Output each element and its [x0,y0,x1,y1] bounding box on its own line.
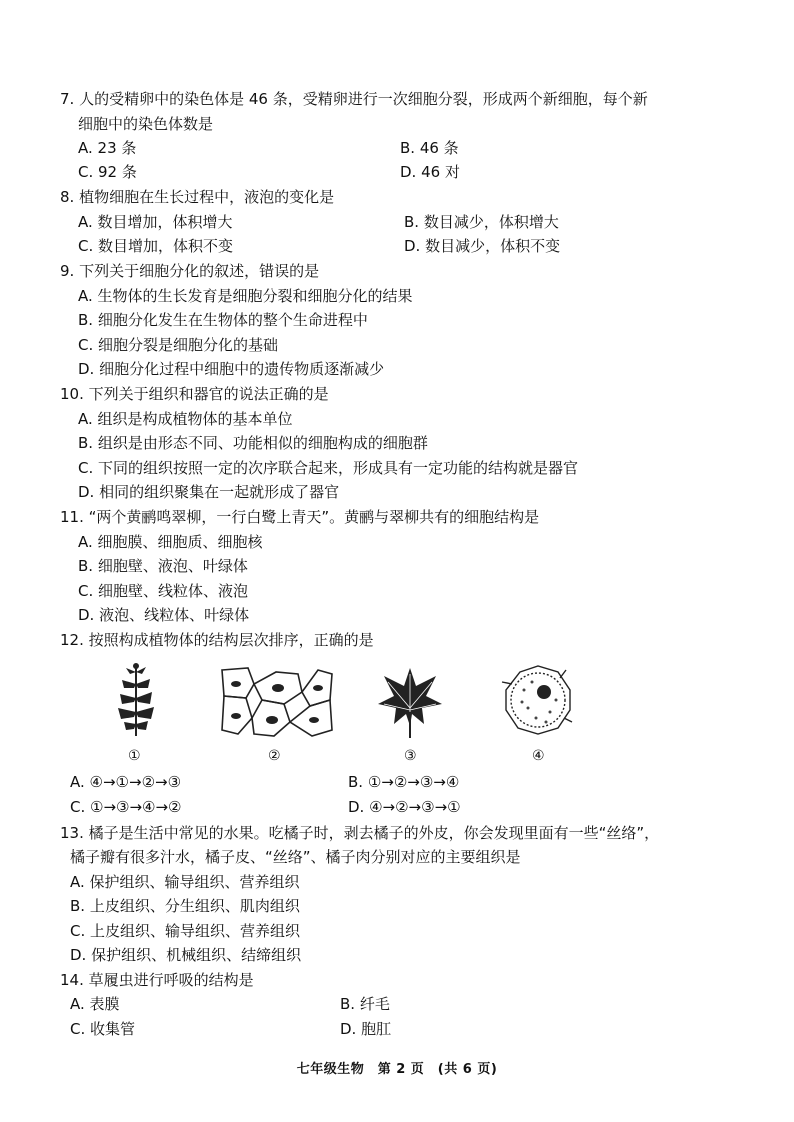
q9-option-c: C. 细胞分裂是细胞分化的基础 [78,336,279,354]
q7-option-d: D. 46 对 [400,163,460,181]
q8-option-b: B. 数目减少，体积增大 [404,213,559,231]
q7-option-c: C. 92 条 [78,163,137,181]
q14-option-c: C. 收集管 [70,1020,136,1038]
q14-option-a: A. 表膜 [70,995,120,1013]
q12-option-b: B. ①→②→③→④ [348,773,460,791]
q8-option-d: D. 数目减少，体积不变 [404,237,561,255]
figure-label-1: ① [128,748,141,764]
q10-option-d: D. 相同的组织聚集在一起就形成了器官 [78,483,340,501]
q7-stem-line2: 细胞中的染色体数是 [78,115,214,133]
q13-option-b: B. 上皮组织、分生组织、肌肉组织 [70,897,300,915]
figure-label-3: ③ [404,748,417,764]
plant-figure [112,662,160,738]
q7-stem-line1: 7. 人的受精卵中的染色体是 46 条，受精卵进行一次细胞分裂，形成两个新细胞，每个新 [60,90,648,108]
q11-option-a: A. 细胞膜、细胞质、细胞核 [78,533,263,551]
q9-stem: 9. 下列关于细胞分化的叙述，错误的是 [60,262,320,280]
q11-option-c: C. 细胞壁、线粒体、液泡 [78,582,249,600]
q11-option-d: D. 液泡、线粒体、叶绿体 [78,606,250,624]
q10-option-b: B. 组织是由形态不同、功能相似的细胞构成的细胞群 [78,434,428,452]
q9-option-b: B. 细胞分化发生在生物体的整个生命进程中 [78,311,368,329]
q12-option-d: D. ④→②→③→① [348,798,461,816]
q12-stem: 12. 按照构成植物体的结构层次排序，正确的是 [60,631,374,649]
q13-option-c: C. 上皮组织、输导组织、营养组织 [70,922,301,940]
q7-option-a: A. 23 条 [78,139,137,157]
q8-option-c: C. 数目增加，体积不变 [78,237,234,255]
page-footer: 七年级生物 第 2 页 (共 6 页) [296,1062,498,1077]
q9-option-a: A. 生物体的生长发育是细胞分裂和细胞分化的结果 [78,287,413,305]
q13-stem-line1: 13. 橘子是生活中常见的水果。吃橘子时，剥去橘子的外皮，你会发现里面有一些“丝络”， [60,824,660,842]
figure-label-2: ② [268,748,281,764]
q14-option-b: B. 纤毛 [340,995,390,1013]
q10-option-c: C. 下同的组织按照一定的次序联合起来，形成具有一定功能的结构就是器官 [78,459,579,477]
q14-stem: 14. 草履虫进行呼吸的结构是 [60,971,254,989]
q11-stem: 11. “两个黄鹂鸣翠柳，一行白鹭上青天”。黄鹂与翠柳共有的细胞结构是 [60,508,540,526]
tissue-figure [218,664,336,740]
q9-option-d: D. 细胞分化过程中细胞中的遗传物质逐渐减少 [78,360,385,378]
q10-option-a: A. 组织是构成植物体的基本单位 [78,410,293,428]
cell-figure [500,662,576,738]
q13-option-d: D. 保护组织、机械组织、结缔组织 [70,946,302,964]
q8-option-a: A. 数目增加，体积增大 [78,213,233,231]
q11-option-b: B. 细胞壁、液泡、叶绿体 [78,557,248,575]
q13-option-a: A. 保护组织、输导组织、营养组织 [70,873,300,891]
q14-option-d: D. 胞肛 [340,1020,392,1038]
leaf-figure [376,664,444,740]
q13-stem-line2: 橘子瓣有很多汁水，橘子皮、“丝络”、橘子肉分别对应的主要组织是 [70,848,521,866]
q12-option-a: A. ④→①→②→③ [70,773,182,791]
q12-option-c: C. ①→③→④→② [70,798,182,816]
q7-option-b: B. 46 条 [400,139,459,157]
q8-stem: 8. 植物细胞在生长过程中，液泡的变化是 [60,188,335,206]
q10-stem: 10. 下列关于组织和器官的说法正确的是 [60,385,329,403]
figure-label-4: ④ [532,748,545,764]
